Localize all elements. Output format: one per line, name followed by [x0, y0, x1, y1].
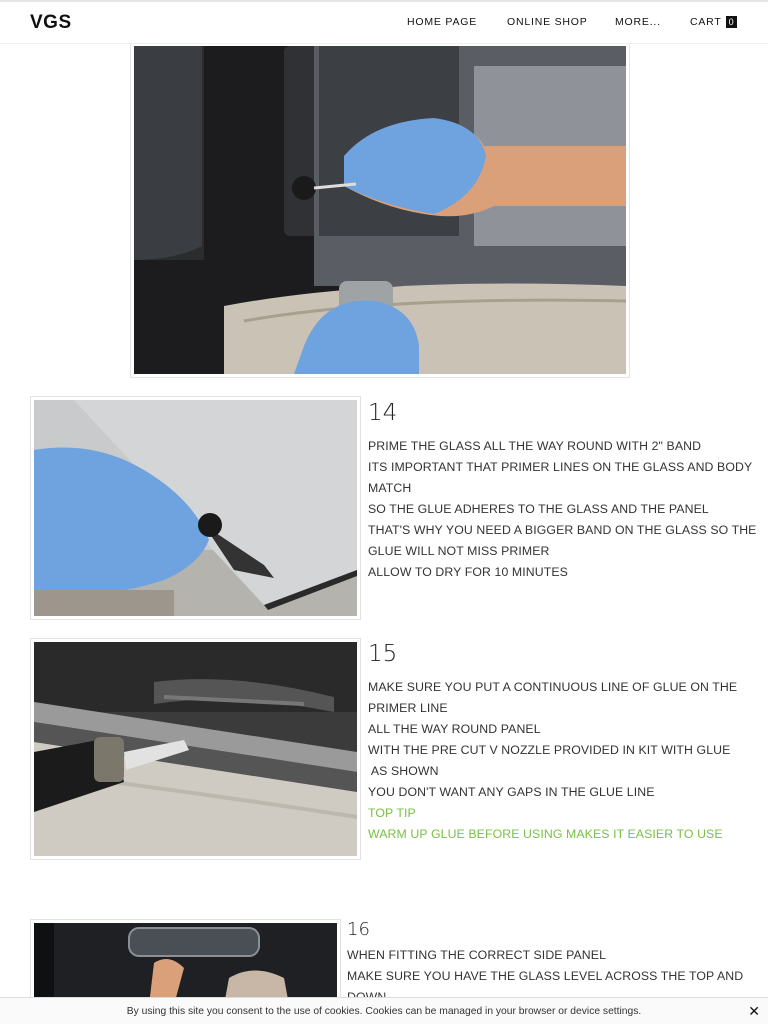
instruction-line: ALL THE WAY ROUND PANEL [368, 722, 541, 736]
instruction-line: PRIMER LINE [368, 701, 448, 715]
cookie-consent-text: By using this site you consent to the use of cookies. Cookies can be managed in your browser or device settings. [126, 1005, 642, 1017]
instruction-line: YOU DON'T WANT ANY GAPS IN THE GLUE LINE [368, 785, 655, 799]
instruction-line: MAKE SURE YOU PUT A CONTINUOUS LINE OF GLUE ON THE [368, 680, 738, 694]
step-number: 15 [368, 641, 398, 667]
top-tip-text: WARM UP GLUE BEFORE USING MAKES IT EASIER TO USE [368, 827, 723, 841]
nav-home-page[interactable]: HOME PAGE [407, 16, 478, 28]
top-tip-heading: TOP TIP [368, 806, 416, 820]
instruction-line: ALLOW TO DRY FOR 10 MINUTES [368, 565, 568, 579]
step-number: 14 [368, 400, 398, 426]
photo-fitting-panel [30, 919, 341, 1009]
cart-count-badge: 0 [726, 16, 738, 28]
instruction-line: ITS IMPORTANT THAT PRIMER LINES ON THE GLASS AND BODY [368, 460, 753, 474]
step-instructions [368, 436, 758, 583]
photo-applying-glue [30, 638, 361, 860]
instruction-line: PRIME THE GLASS ALL THE WAY ROUND WITH 2" BAND [368, 439, 702, 453]
nav-more[interactable]: MORE... [615, 16, 661, 28]
step-number: 16 [347, 919, 370, 940]
instruction-line: SO THE GLUE ADHERES TO THE GLASS AND THE PANEL [368, 502, 709, 516]
step-instructions [368, 677, 758, 845]
instruction-line: WHEN FITTING THE CORRECT SIDE PANEL [347, 948, 607, 962]
instruction-line: THAT'S WHY YOU NEED A BIGGER BAND ON THE GLASS SO THE [368, 523, 757, 537]
nav-cart[interactable] [690, 16, 737, 28]
cart-label: CART [690, 16, 722, 28]
cookie-consent-bar [0, 997, 768, 1024]
instruction-line: WITH THE PRE CUT V NOZZLE PROVIDED IN KIT WITH GLUE [368, 743, 731, 757]
step-14 [368, 400, 758, 583]
step-15 [368, 641, 758, 845]
site-header [0, 0, 768, 44]
site-logo[interactable]: VGS [30, 12, 72, 33]
photo-fitting-panel-image [34, 923, 337, 1005]
photo-priming-body [130, 42, 630, 378]
photo-priming-body-image [134, 46, 626, 374]
instruction-line: MAKE SURE YOU HAVE THE GLASS LEVEL ACROSS THE TOP AND [347, 969, 744, 983]
photo-applying-glue-image [34, 642, 357, 856]
instruction-line: AS SHOWN [368, 764, 439, 778]
instruction-line: GLUE WILL NOT MISS PRIMER [368, 544, 550, 558]
step-16 [347, 919, 757, 1008]
nav-online-shop[interactable]: ONLINE SHOP [507, 16, 588, 28]
photo-priming-glass-image [34, 400, 357, 616]
photo-priming-glass [30, 396, 361, 620]
close-icon[interactable]: ✕ [748, 1003, 760, 1019]
instruction-line: MATCH [368, 481, 412, 495]
